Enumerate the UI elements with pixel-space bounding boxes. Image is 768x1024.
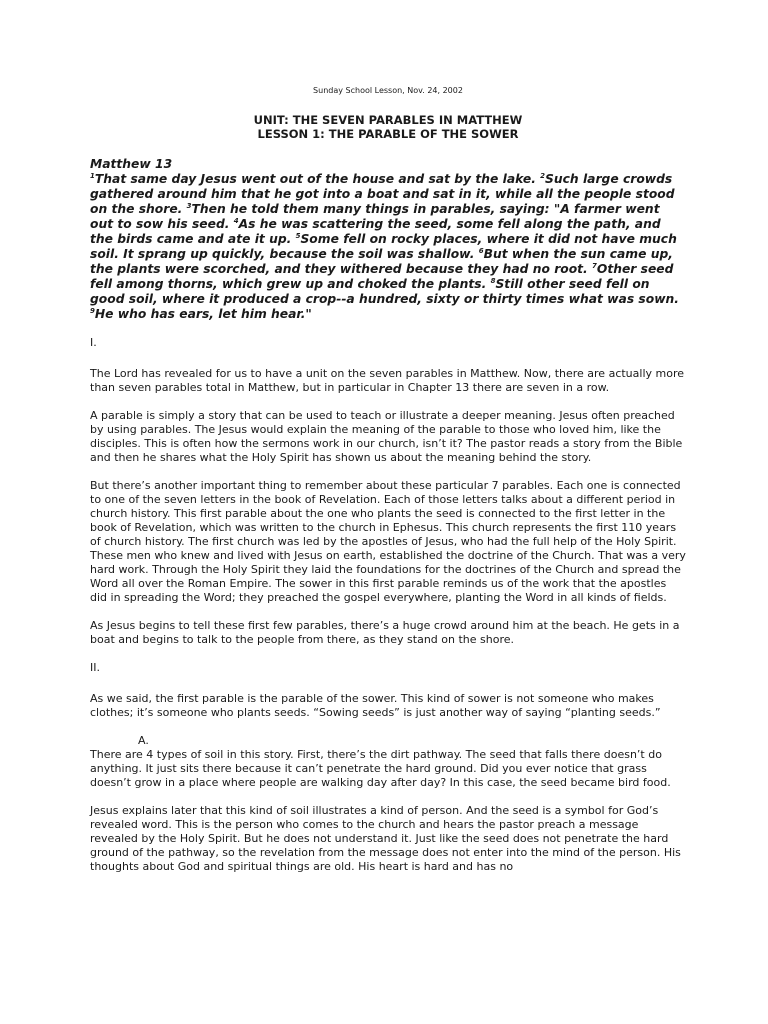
- verse-text: But when the sun came up, the plants were scorched, and they withered because they had no root.: [90, 247, 673, 276]
- paragraph: But there’s another important thing to remember about these particular 7 parables. Each one is connected to one of the seven letters in the book of Revelation. Each of those letters talks about a different period in church history. This first parable about the one who plants the seed is connected to the first letter in the book of Revelation, which was written to the church in Ephesus. This church represents the first 110 years of church history. The first church was led by the apostles of Jesus, who had the full help of the Holy Spirit. These men who knew and lived with Jesus on earth, established the doctrine of the Church. That was a very hard work. Through the Holy Spirit they laid the foundations for the doctrines of the Church and spread the Word all over the Roman Empire. The sower in this first parable reminds us of the work that the apostles did in spreading the Word; they preached the gospel everywhere, planting the Word in all kinds of fields.: [90, 479, 686, 604]
- verse-text: He who has ears, let him hear.": [94, 307, 312, 321]
- lesson-date-header: Sunday School Lesson, Nov. 24, 2002: [313, 86, 463, 95]
- section-heading-2: II.: [90, 661, 100, 674]
- verse-text: As he was scattering the seed, some fell along the path, and the birds came and ate it up.: [90, 217, 661, 246]
- document-page: [90, 86, 686, 888]
- verse-number: 8: [490, 276, 496, 285]
- verse-number: 9: [90, 306, 95, 315]
- unit-title: UNIT: THE SEVEN PARABLES IN MATTHEW: [253, 113, 523, 127]
- verse-number: 1: [90, 171, 95, 180]
- scripture-passage: [90, 172, 686, 322]
- paragraph: Jesus explains later that this kind of soil illustrates a kind of person. And the seed is a symbol for God’s revealed word. This is the person who comes to the church and hears the pastor preach a message revealed by the Holy Spirit. But he does not understand it. Just like the seed does not penetrate the hard ground of the pathway, so the revelation from the message does not enter into the mind of the person. His thoughts about God and spiritual things are old. His heart is hard and has no: [90, 804, 681, 873]
- paragraph: The Lord has revealed for us to have a unit on the seven parables in Matthew. Now, there are actually more than seven parables total in Matthew, but in particular in Chapter 13 there are seven in a row.: [90, 367, 684, 394]
- subsection-heading-a: A.: [138, 734, 149, 747]
- verse-text: Then he told them many things in parables, saying: "A farmer went out to sow his seed.: [90, 202, 660, 231]
- paragraph: A parable is simply a story that can be used to teach or illustrate a deeper meaning. Jesus often preached by using parables. The Jesus would explain the meaning of the parable to those who loved him, like the disciples. This is often how the sermons work in our church, isn’t it? The pastor reads a story from the Bible and then he shares what the Holy Spirit has shown us about the meaning behind the story.: [90, 409, 683, 464]
- paragraph: There are 4 types of soil in this story. First, there’s the dirt pathway. The seed that falls there doesn’t do anything. It just sits there because it can’t penetrate the hard ground. Did you ever notice that grass doesn’t grow in a place where people are walking day after day? In this case, the seed became bird food.: [90, 748, 671, 789]
- verse-number: 2: [540, 171, 546, 180]
- verse-text: Some fell on rocky places, where it did not have much soil. It sprang up quickly, because the soil was shallow.: [90, 232, 677, 261]
- verse-number: 4: [233, 216, 239, 225]
- verse-text: Such large crowds gathered around him that he got into a boat and sat in it, while all the people stood on the shore.: [90, 172, 675, 216]
- verse-number: 6: [478, 246, 484, 255]
- scripture-reference: Matthew 13: [90, 157, 173, 171]
- verse-text: That same day Jesus went out of the house and sat by the lake.: [94, 172, 541, 186]
- paragraph: As we said, the first parable is the parable of the sower. This kind of sower is not someone who makes clothes; it’s someone who plants seeds. “Sowing seeds” is just another way of saying “planting seeds.”: [90, 692, 661, 719]
- verse-number: 3: [186, 201, 192, 210]
- lesson-title: LESSON 1: THE PARABLE OF THE SOWER: [257, 127, 519, 141]
- verse-text: Still other seed fell on good soil, where it produced a crop--a hundred, sixty or thirty times what was sown.: [90, 277, 679, 306]
- verse-text: Other seed fell among thorns, which grew up and choked the plants.: [90, 262, 674, 291]
- paragraph: As Jesus begins to tell these first few parables, there’s a huge crowd around him at the beach. He gets in a boat and begins to talk to the people from there, as they stand on the shore.: [90, 619, 680, 646]
- verse-number: 5: [295, 231, 301, 240]
- verse-number: 7: [592, 261, 597, 270]
- section-heading-1: I.: [90, 336, 97, 349]
